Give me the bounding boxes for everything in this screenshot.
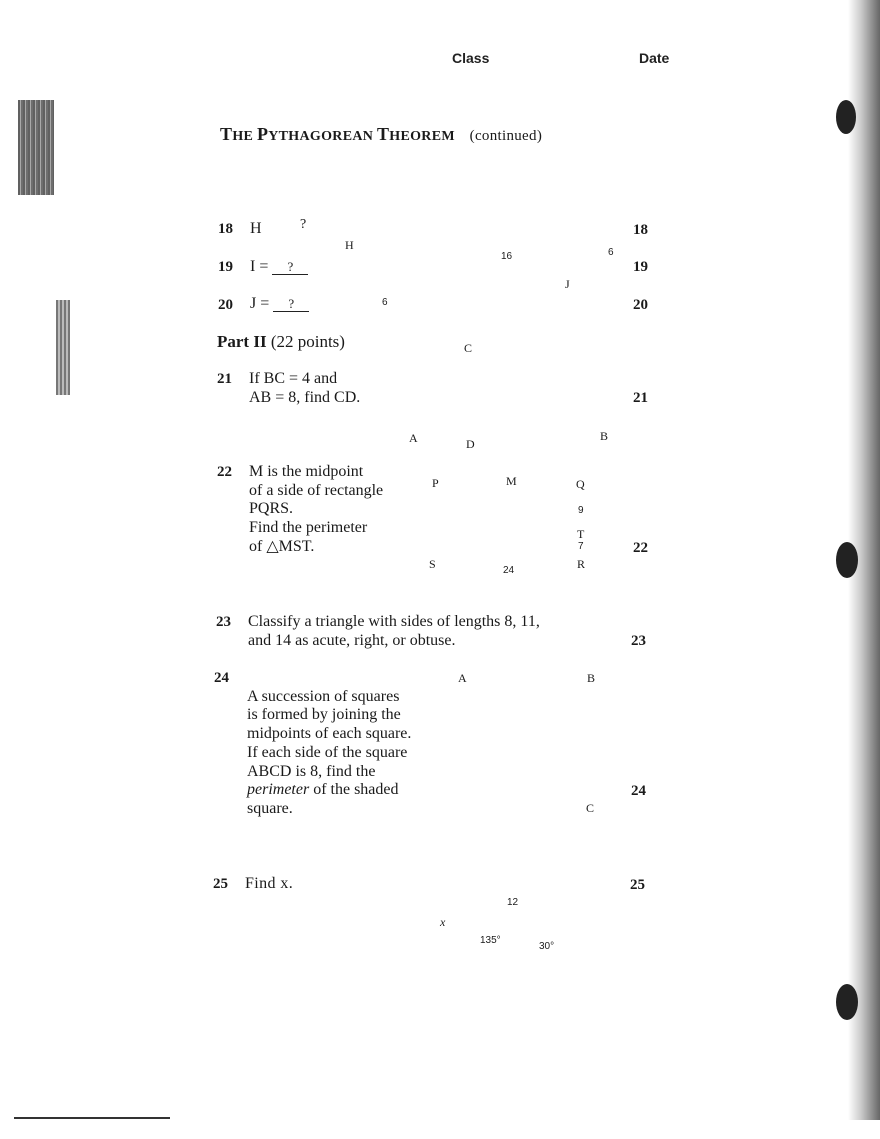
- q24-text: A succession of squares is formed by joining the midpoints of each square. If each side of the square ABCD is 8, find the perimeter of the shaded square.: [247, 687, 412, 817]
- q25-angle-135: 135°: [480, 935, 501, 946]
- q22-len-24: 24: [503, 565, 515, 576]
- q23-number: 23: [216, 614, 231, 630]
- figure-hij-len-6a: 6: [608, 247, 614, 258]
- q21-answer-number: 21: [633, 390, 648, 406]
- q21-label-c: C: [464, 341, 473, 355]
- scan-artifact-left-mid: [56, 300, 70, 395]
- date-label: Date: [639, 50, 670, 66]
- q24-label-b: B: [587, 671, 596, 685]
- q24-number: 24: [214, 670, 229, 686]
- q21-text: If BC = 4 and AB = 8, find CD.: [249, 370, 361, 406]
- title-continued: (continued): [469, 128, 543, 144]
- binder-hole-3: [836, 984, 858, 1020]
- q22-answer-number: 22: [633, 540, 648, 556]
- q25-label-x: x: [440, 915, 446, 929]
- q22-label-p: P: [432, 476, 439, 490]
- q20-number: 20: [218, 297, 233, 313]
- q25-number: 25: [213, 876, 228, 892]
- figure-hij-len-16: 16: [501, 251, 513, 262]
- scan-artifact-left-top: [18, 100, 54, 195]
- q24-answer-number: 24: [631, 783, 646, 799]
- q25-angle-30: 30°: [539, 941, 555, 952]
- q22-label-s: S: [429, 557, 436, 571]
- q24-label-a: A: [458, 671, 467, 685]
- q23-text: Classify a triangle with sides of lengths 8, 11, and 14 as acute, right, or obtuse.: [248, 613, 540, 649]
- page-title: THE PYTHAGOREAN THEOREM (continued): [220, 124, 543, 144]
- q19-answer-number: 19: [633, 259, 648, 275]
- q22-label-q: Q: [576, 477, 585, 491]
- q22-len-9: 9: [578, 505, 584, 516]
- binder-hole-1: [836, 100, 856, 134]
- figure-hij-label-h: H: [345, 238, 354, 252]
- scan-artifact-bottom-line: [14, 1117, 170, 1119]
- q21-label-b: B: [600, 429, 609, 443]
- q19-number: 19: [218, 259, 233, 275]
- q20-blank[interactable]: ?: [273, 297, 309, 312]
- q18-value: ?: [300, 217, 307, 232]
- class-label: Class: [452, 50, 490, 66]
- q18-prompt: H: [250, 220, 262, 237]
- q21-label-a: A: [409, 431, 418, 445]
- q21-label-d: D: [466, 437, 475, 451]
- q18-answer-number: 18: [633, 222, 648, 238]
- q22-text: M is the midpoint of a side of rectangle PQRS. Find the perimeter of △MST.: [249, 463, 384, 555]
- q22-label-m: M: [506, 474, 517, 488]
- q25-text: Find x.: [245, 875, 294, 892]
- q23-answer-number: 23: [631, 633, 646, 649]
- q25-answer-number: 25: [630, 877, 645, 893]
- figure-hij-len-6b: 6: [382, 297, 388, 308]
- part2-heading: Part II (22 points): [217, 332, 345, 351]
- q19-blank[interactable]: ?: [272, 260, 308, 275]
- q22-label-r: R: [577, 557, 586, 571]
- q22-number: 22: [217, 464, 232, 480]
- q19-prompt: I = ?: [250, 258, 308, 277]
- q22-label-t: T: [577, 527, 585, 541]
- q20-prompt: J = ?: [250, 295, 309, 314]
- figure-hij-label-j: J: [565, 277, 570, 291]
- q25-len-12: 12: [507, 897, 519, 908]
- q22-len-7: 7: [578, 541, 584, 552]
- q18-number: 18: [218, 221, 233, 237]
- q21-number: 21: [217, 371, 232, 387]
- q20-answer-number: 20: [633, 297, 648, 313]
- binder-hole-2: [836, 542, 858, 578]
- q24-label-c: C: [586, 801, 595, 815]
